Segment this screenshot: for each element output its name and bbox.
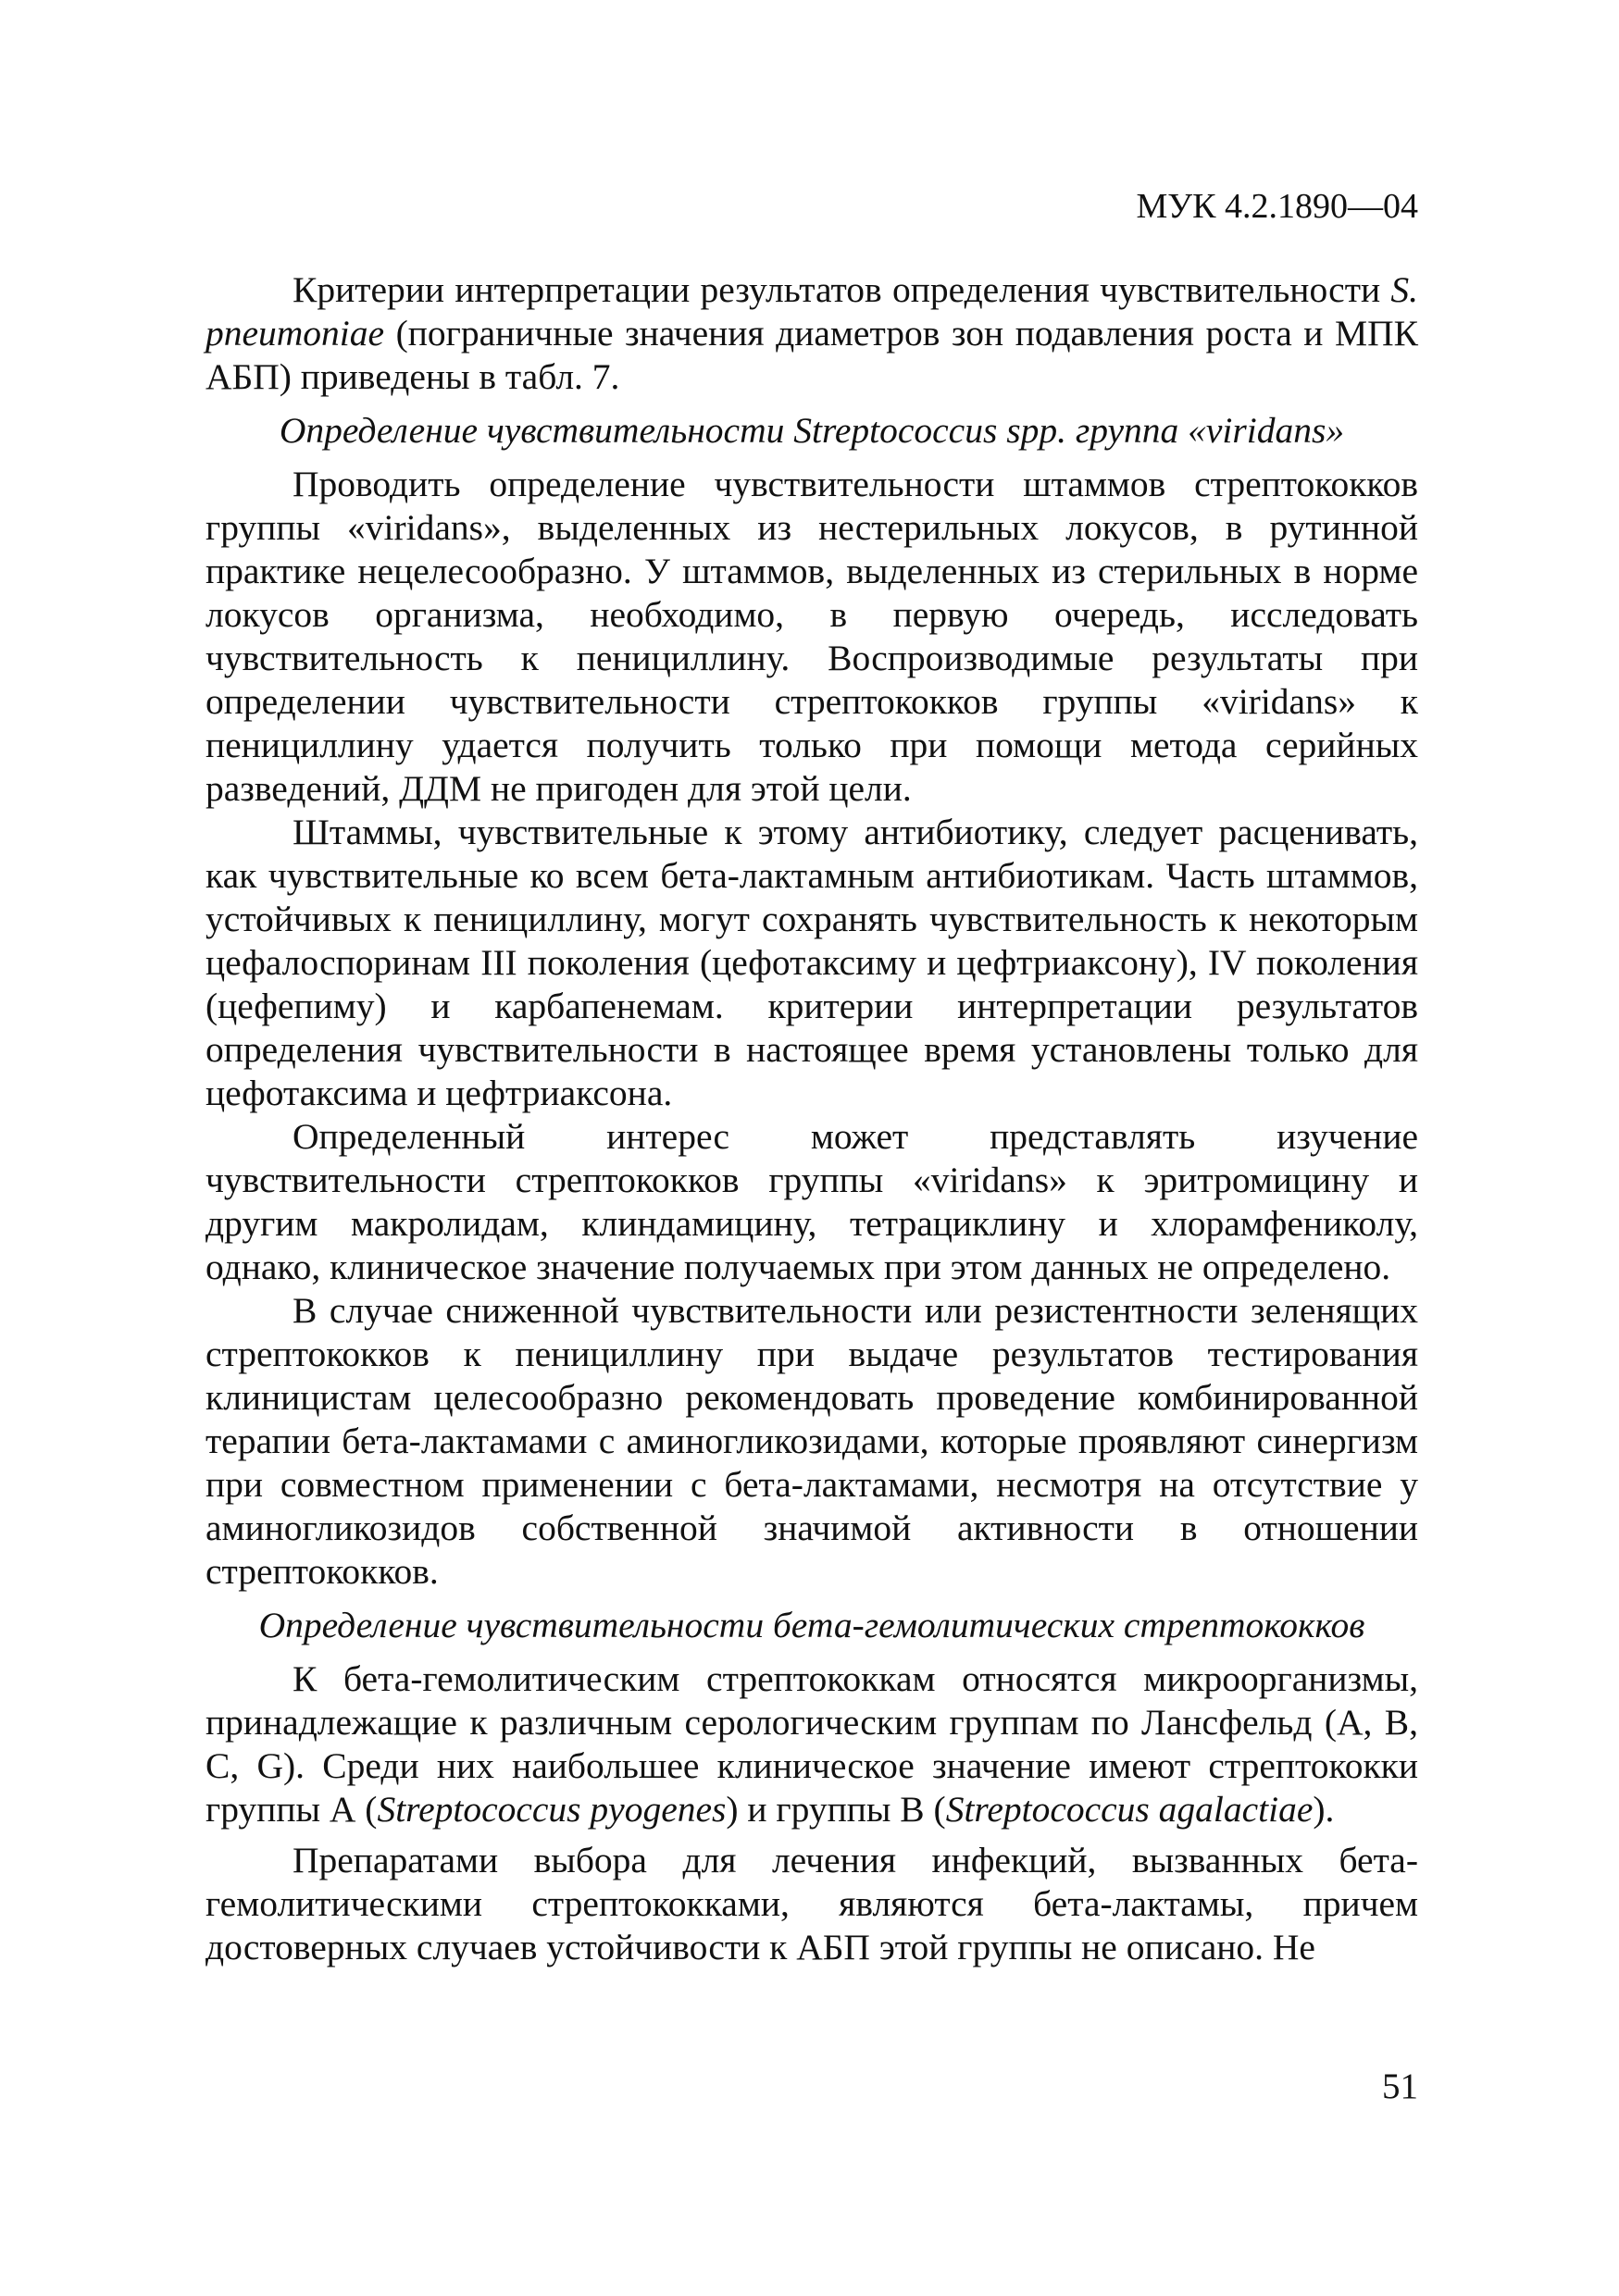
- document-code-header: МУК 4.2.1890—04: [1136, 187, 1418, 226]
- paragraph-text: ) и группы В (: [726, 1789, 946, 1830]
- paragraph-text: К бета-гемолитическим стрептококкам относятся микроорганизмы, принадлежащие к различным серологическим группам по Лансфельд (A, B, C, G). Среди них наибольшее клиническое значение имеют стрептококки группы А (: [205, 1658, 1418, 1830]
- paragraph: Проводить определение чувствительности штаммов стрептококков группы «viridans», выделенных из нестерильных локусов, в рутинной практике нецелесообразно. У штаммов, выделенных из стерильных в норме локусов организма, необходимо, в первую очередь, исследовать чувствительность к пенициллину. Воспроизводимые результаты при определении чувствительности стрептококков группы «viridans» к пенициллину удается получить только при помощи метода серийных разведений, ДДМ не пригоден для этой цели.: [205, 464, 1418, 809]
- species-name: S. pneumoniae: [205, 269, 1418, 354]
- page-number: 51: [1382, 2066, 1418, 2106]
- document-page: [205, 0, 1418, 2296]
- paragraph: [205, 1657, 1418, 1831]
- species-name: Streptococcus pyogenes: [377, 1789, 727, 1830]
- paragraph: Препаратами выбора для лечения инфекций, вызванных бета-гемолитическими стрептококками, являются бета-лактамы, причем достоверных случаев устойчивости к АБП этой группы не описано. Не: [205, 1840, 1418, 1967]
- paragraph: Определенный интерес может представлять изучение чувствительности стрептококков группы «viridans» к эритромицину и другим макролидам, клиндамицину, тетрациклину и хлорамфениколу, однако, клиническое значение получаемых при этом данных не определено.: [205, 1116, 1418, 1287]
- body-text: [205, 268, 1418, 1969]
- intro-text-start: Критерии интерпретации результатов определения чувствительности: [293, 269, 1391, 310]
- paragraph: В случае сниженной чувствительности или резистентности зеленящих стрептококков к пенициллину при выдаче результатов тестирования клиницистам целесообразно рекомендовать проведение комбинированной терапии бета-лактамами с аминогликозидами, которые проявляют синергизм при совместном применении с бета-лактамами, несмотря на отсутствие у аминогликозидов собственной значимой активности в отношении стрептококков.: [205, 1290, 1418, 1592]
- paragraph: Штаммы, чувствительные к этому антибиотику, следует расценивать, как чувствительные ко всем бета-лактамным антибиотикам. Часть штаммов, устойчивых к пенициллину, могут сохранять чувствительность к некоторым цефалоспоринам III поколения (цефотаксиму и цефтриаксону), IV поколения (цефепиму) и карбапенемам. критерии интерпретации результатов определения чувствительности в настоящее время установлены только для цефотаксима и цефтриаксона.: [205, 812, 1418, 1113]
- section-title-beta-hemolytic: Определение чувствительности бета-гемолитических стрептококков: [258, 1605, 1365, 1645]
- species-name: Streptococcus agalactiae: [945, 1789, 1314, 1830]
- section-title-viridans: Определение чувствительности Streptococcus spp. группа «viridans»: [279, 410, 1345, 451]
- intro-paragraph: [205, 268, 1418, 399]
- paragraph-text: ).: [1313, 1789, 1335, 1830]
- intro-text-end: (пограничные значения диаметров зон подавления роста и МПК АБП) приведены в табл. 7.: [205, 313, 1418, 397]
